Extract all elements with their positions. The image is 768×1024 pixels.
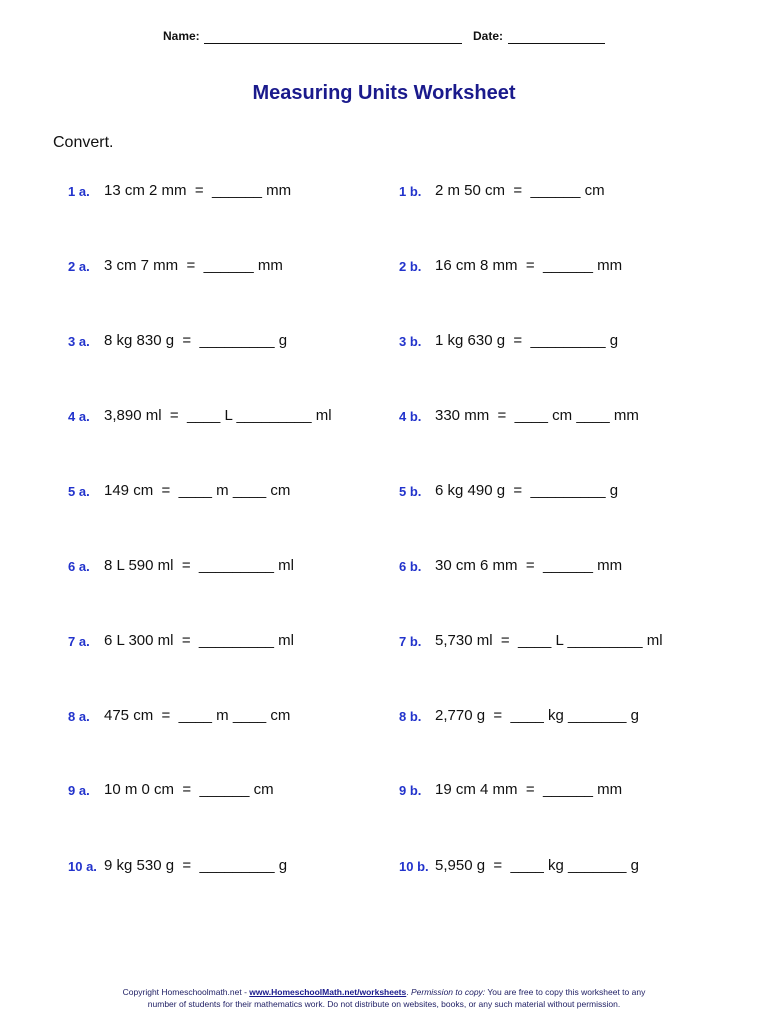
footer-line-2: number of students for their mathematics work. Do not distribute on websites, books, or any such material without permission.	[147, 999, 621, 1009]
problem-text: 10 m 0 cm = ______ cm	[104, 781, 274, 798]
problem-text: 475 cm = ____ m ____ cm	[104, 707, 291, 724]
problem-number: 9 a.	[68, 783, 90, 798]
problem-text: 19 cm 4 mm = ______ mm	[435, 781, 623, 798]
footer-copyright: Copyright Homeschoolmath.net -	[122, 987, 250, 997]
problem-text: 16 cm 8 mm = ______ mm	[435, 257, 623, 274]
problem-number: 3 b.	[399, 334, 422, 349]
problem-text: 5,950 g = ____ kg _______ g	[435, 857, 639, 874]
problem-text: 6 L 300 ml = _________ ml	[104, 632, 294, 649]
problem-number: 5 b.	[399, 484, 422, 499]
problem-number: 6 a.	[68, 559, 90, 574]
problem-text: 8 kg 830 g = _________ g	[104, 332, 288, 349]
problem-number: 8 a.	[68, 709, 90, 724]
problem-number: 7 b.	[399, 634, 422, 649]
footer-permission-text: You are free to copy this worksheet to any	[485, 987, 646, 997]
footer-separator: .	[406, 987, 411, 997]
name-label: Name:	[163, 29, 200, 43]
problem-text: 1 kg 630 g = _________ g	[435, 332, 619, 349]
problem-number: 8 b.	[399, 709, 422, 724]
problem-number: 4 b.	[399, 409, 422, 424]
problem-number: 4 a.	[68, 409, 90, 424]
problem-text: 330 mm = ____ cm ____ mm	[435, 407, 639, 424]
problem-text: 6 kg 490 g = _________ g	[435, 482, 619, 499]
problem-text: 8 L 590 ml = _________ ml	[104, 557, 294, 574]
problem-text: 30 cm 6 mm = ______ mm	[435, 557, 623, 574]
name-field-line[interactable]	[204, 43, 462, 44]
problem-text: 149 cm = ____ m ____ cm	[104, 482, 291, 499]
footer-line-1	[0, 986, 768, 998]
problem-text: 9 kg 530 g = _________ g	[104, 857, 288, 874]
problem-text: 2,770 g = ____ kg _______ g	[435, 707, 639, 724]
problem-text: 3,890 ml = ____ L _________ ml	[104, 407, 332, 424]
header	[0, 29, 768, 47]
problem-number: 10 b.	[399, 859, 429, 874]
problem-number: 1 b.	[399, 184, 422, 199]
problem-text: 5,730 ml = ____ L _________ ml	[435, 632, 663, 649]
page-title: Measuring Units Worksheet	[252, 82, 516, 104]
problem-text: 3 cm 7 mm = ______ mm	[104, 257, 283, 274]
problem-number: 2 a.	[68, 259, 90, 274]
problem-number: 9 b.	[399, 783, 422, 798]
problem-text: 13 cm 2 mm = ______ mm	[104, 182, 292, 199]
problem-text: 2 m 50 cm = ______ cm	[435, 182, 605, 199]
problem-number: 5 a.	[68, 484, 90, 499]
problem-number: 6 b.	[399, 559, 422, 574]
problem-number: 10 a.	[68, 859, 97, 874]
date-field-line[interactable]	[508, 43, 605, 44]
footer-permission-label: Permission to copy:	[410, 987, 486, 997]
footer-worksheets-link[interactable]: www.HomeschoolMath.net/worksheets	[249, 987, 407, 997]
footer	[0, 986, 768, 1010]
date-label: Date:	[473, 29, 504, 43]
problem-number: 3 a.	[68, 334, 90, 349]
problem-number: 2 b.	[399, 259, 422, 274]
problem-number: 1 a.	[68, 184, 90, 199]
problem-number: 7 a.	[68, 634, 90, 649]
instruction-text: Convert.	[53, 134, 114, 151]
